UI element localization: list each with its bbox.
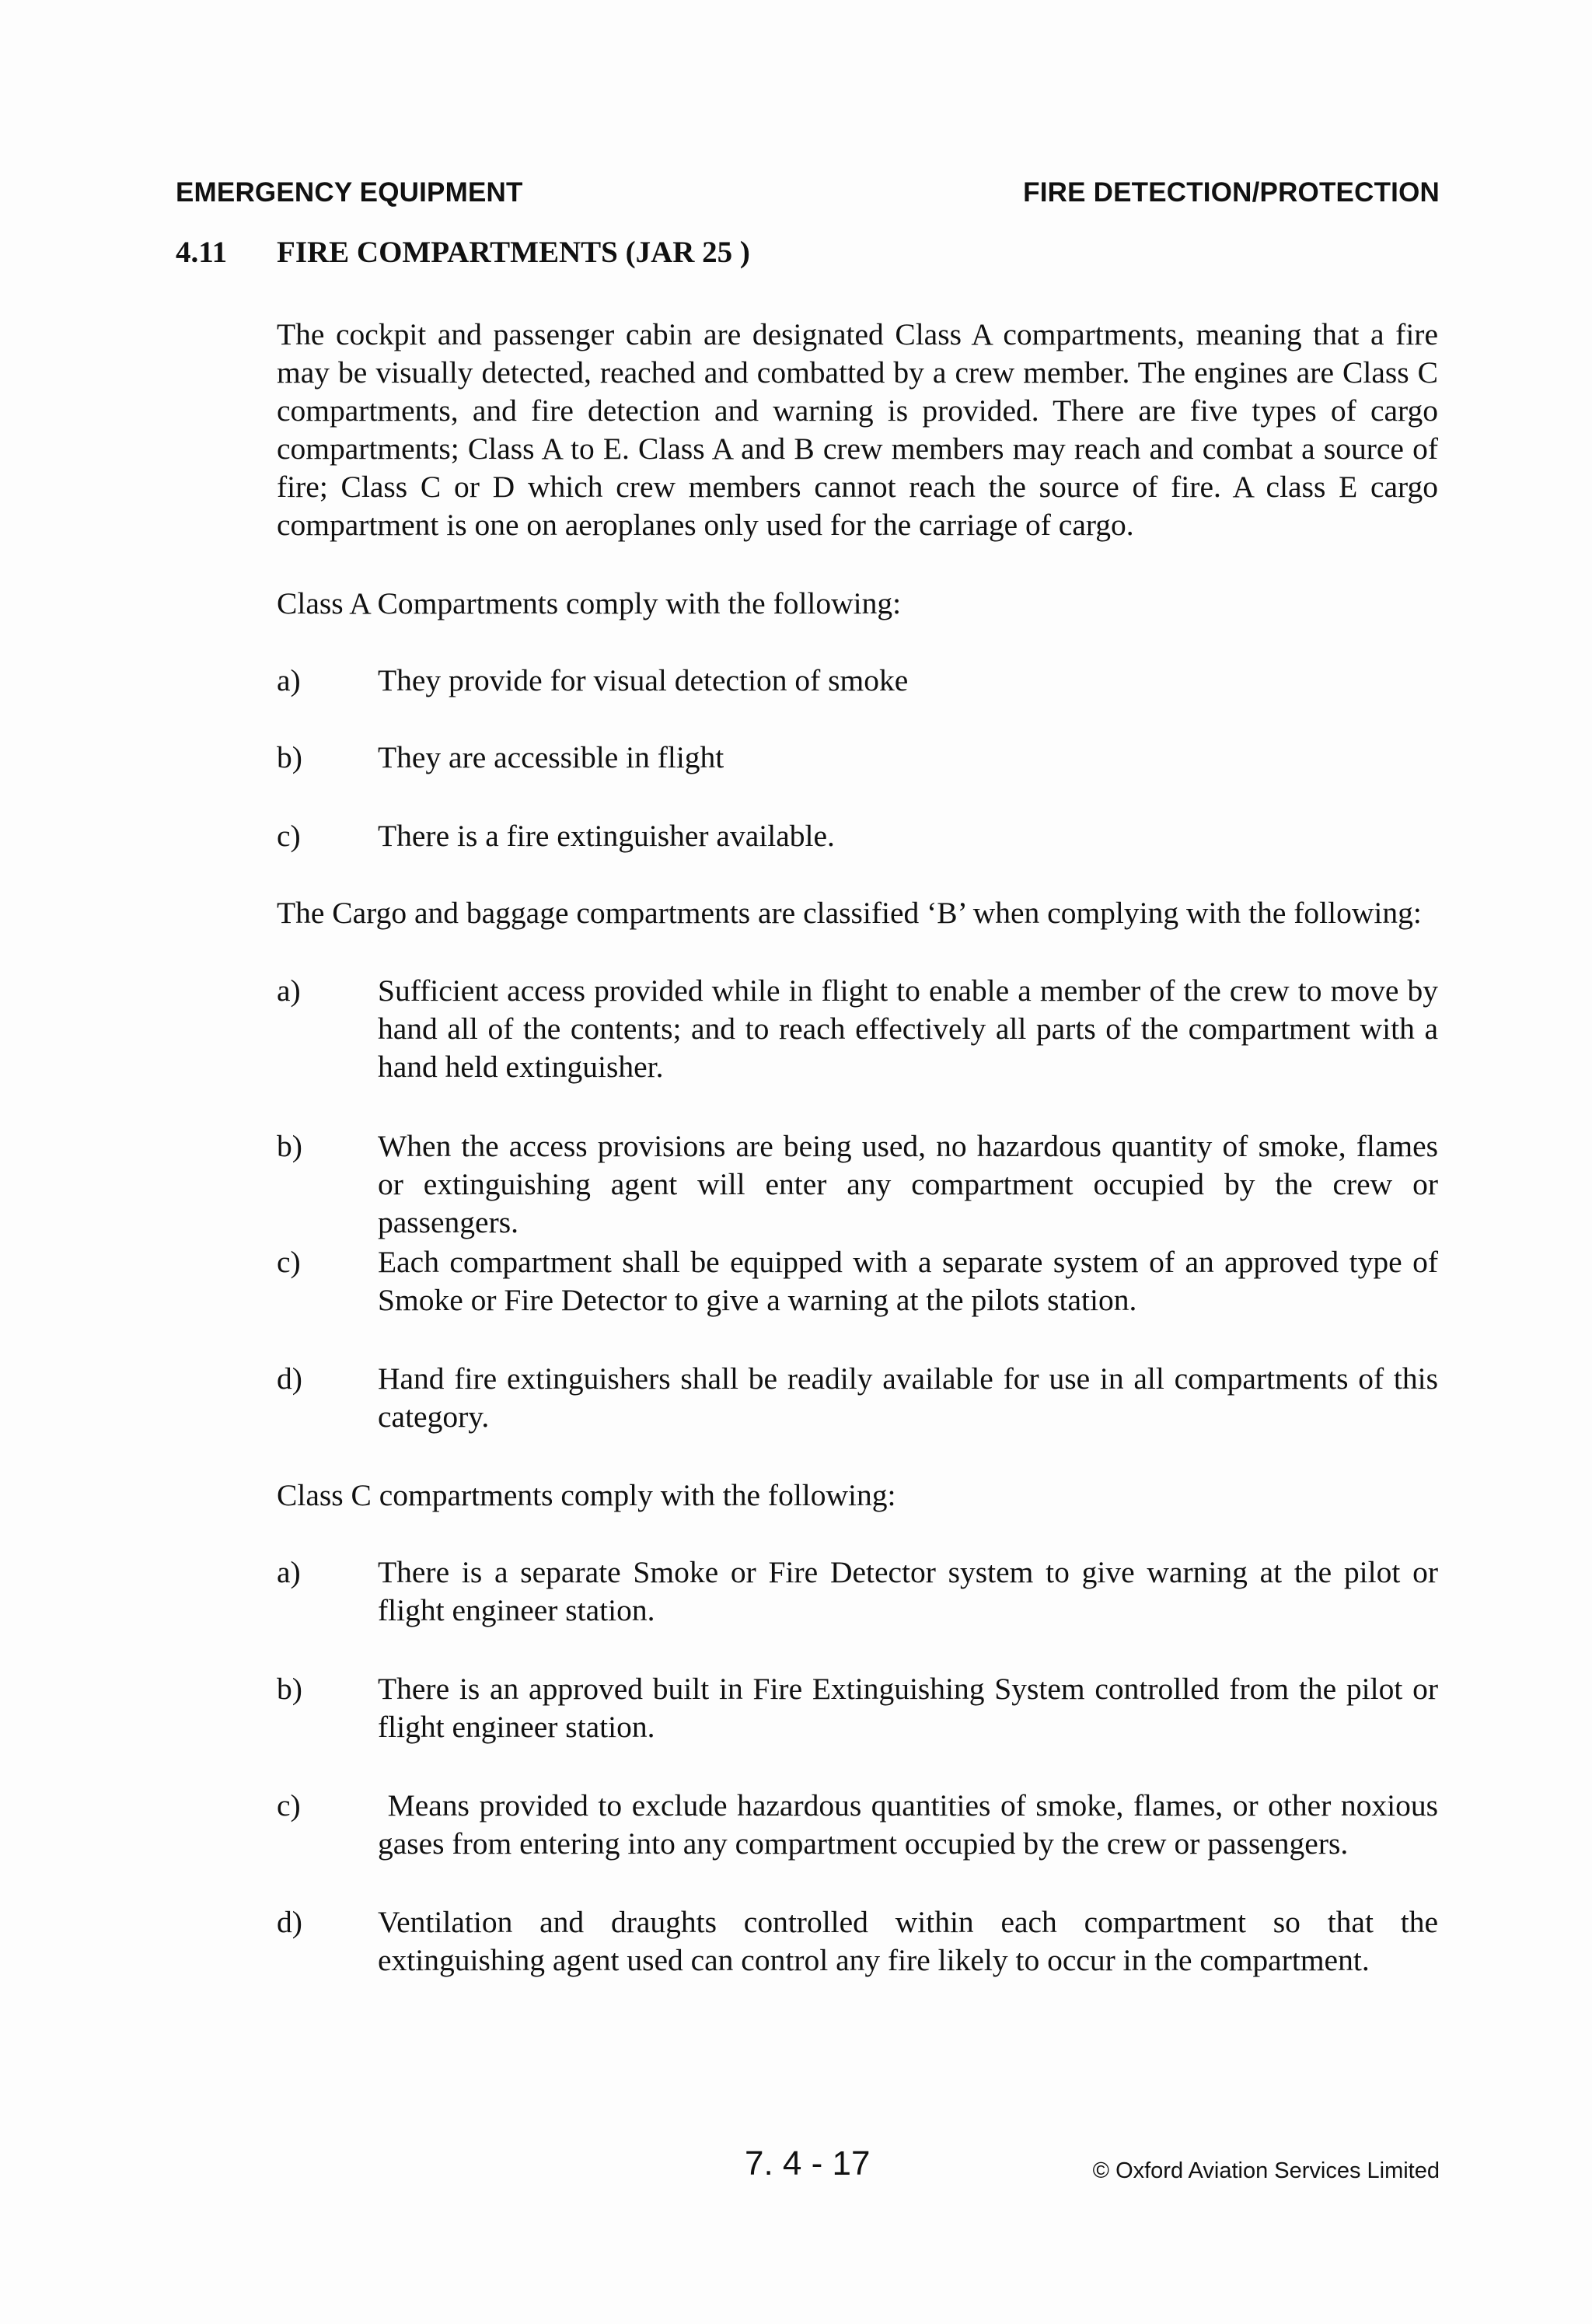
list-item-text: Ventilation and draughts controlled within each compartment so that the extinguishing agent used can control any fire likely to occur in the compartment. (378, 1905, 1438, 1977)
section-number: 4.11 (176, 236, 228, 269)
class-b-item-c (277, 1243, 1438, 1319)
class-c-item-c (277, 1787, 1446, 1863)
class-a-item-c (277, 817, 1438, 855)
list-item-text: Each compartment shall be equipped with a separate system of an approved type of Smoke or Fire Detector to give a warning at the pilots station. (378, 1245, 1438, 1317)
list-item-text: There is a fire extinguisher available. (378, 819, 835, 853)
list-label: c) (277, 819, 301, 853)
list-item-text: When the access provisions are being used, no hazardous quantity of smoke, flames or extinguishing agent will enter any compartment occupied by the crew or passengers. (378, 1129, 1438, 1239)
list-item-text: Means provided to exclude hazardous quantities of smoke, flames, or other noxious gases from entering into any compartment occupied by the crew or passengers. (378, 1788, 1446, 1861)
running-header-right: FIRE DETECTION/PROTECTION (1023, 177, 1440, 208)
class-c-item-a (277, 1553, 1438, 1630)
list-label: d) (277, 1361, 302, 1396)
copyright-notice: © Oxford Aviation Services Limited (1092, 2158, 1440, 2183)
list-item-text: They are accessible in flight (378, 740, 724, 774)
list-label: a) (277, 1555, 301, 1589)
intro-paragraph: The cockpit and passenger cabin are designated Class A compartments, meaning that a fire may be visually detected, reached and combatted by a crew member. The engines are Class C compartments, and fire detection and warning is provided. There are five types of cargo compartments; Class A to E. Class A and B crew members may reach and combat a source of fire; Class C or D which crew members cannot reach the source of fire. A class E cargo compartment is one on aeroplanes only used for the carriage of cargo. (277, 317, 1438, 542)
class-b-item-b (277, 1127, 1438, 1242)
class-c-item-b (277, 1670, 1438, 1746)
list-item-text: Hand fire extinguishers shall be readily available for use in all compartments of this category. (378, 1361, 1438, 1434)
list-label: b) (277, 740, 302, 774)
class-c-item-d (277, 1903, 1438, 1980)
list-label: c) (277, 1788, 301, 1823)
list-label: d) (277, 1905, 302, 1939)
list-item-text: There is a separate Smoke or Fire Detector system to give warning at the pilot or flight engineer station. (378, 1555, 1438, 1627)
class-c-lead: Class C compartments comply with the following: (277, 1478, 896, 1512)
class-a-item-a (277, 662, 1438, 700)
list-label: b) (277, 1672, 302, 1706)
page-number: 7. 4 - 17 (745, 2144, 871, 2182)
class-b-item-a (277, 972, 1438, 1086)
list-item-text: Sufficient access provided while in flight to enable a member of the crew to move by hand all of the contents; and to reach effectively all parts of the compartment with a hand held extinguisher. (378, 973, 1438, 1084)
list-label: a) (277, 663, 301, 697)
class-a-lead: Class A Compartments comply with the following: (277, 586, 902, 620)
list-label: b) (277, 1129, 302, 1163)
list-item-text: There is an approved built in Fire Extinguishing System controlled from the pilot or flight engineer station. (378, 1672, 1438, 1744)
section-title: FIRE COMPARTMENTS (JAR 25 ) (277, 236, 750, 269)
class-b-lead: The Cargo and baggage compartments are classified ‘B’ when complying with the following: (277, 896, 1422, 930)
list-item-text: They provide for visual detection of smoke (378, 663, 909, 697)
running-header-left: EMERGENCY EQUIPMENT (176, 177, 523, 208)
list-label: a) (277, 973, 301, 1008)
list-label: c) (277, 1245, 301, 1279)
class-a-item-b (277, 739, 1438, 777)
class-b-item-d (277, 1360, 1438, 1436)
section-heading (176, 235, 750, 270)
